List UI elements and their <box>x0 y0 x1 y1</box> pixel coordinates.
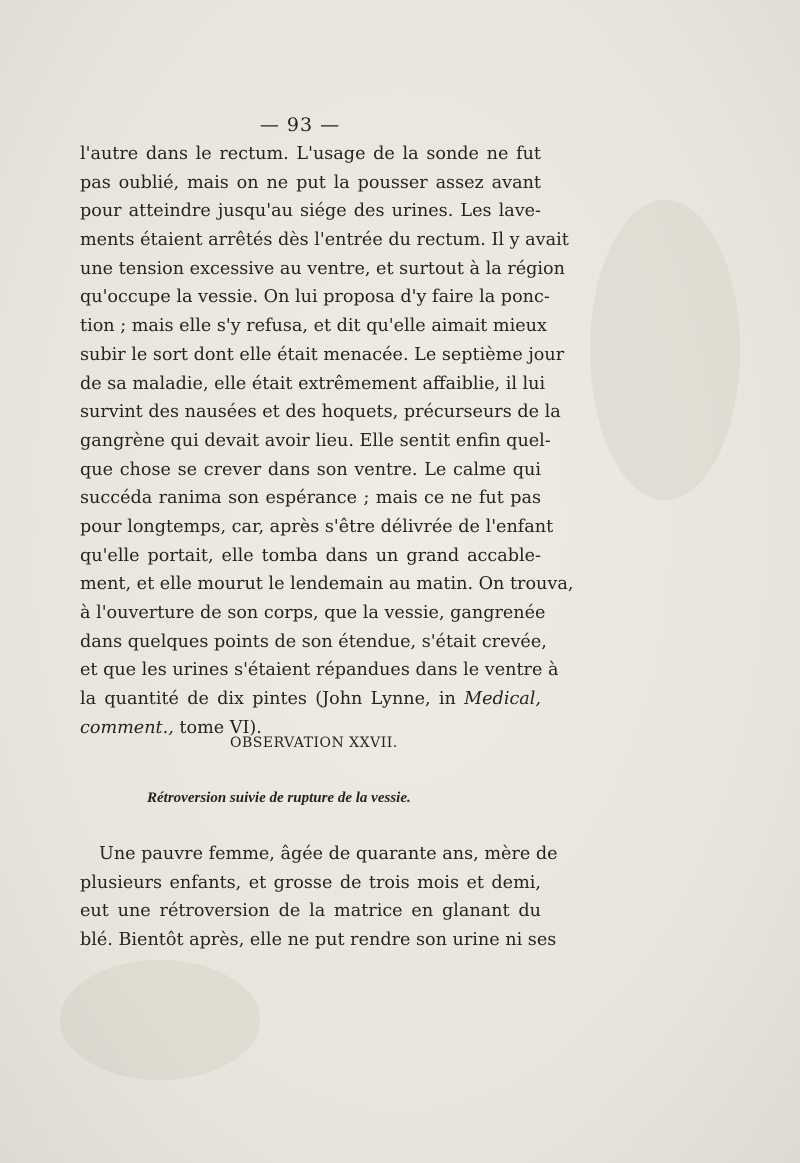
text-line: une tension excessive au ventre, et surtout à la région <box>80 258 565 279</box>
citation-journal-abbrev: comment., <box>80 717 174 738</box>
text-line: et que les urines s'étaient répandues dans le ventre à <box>80 660 559 681</box>
citation-journal: Medical, <box>464 689 542 710</box>
text-line: que chose se crever dans son ventre. Le calme qui <box>80 459 541 480</box>
observation-subtitle: Rétroversion suivie de rupture de la vessie. <box>147 790 411 806</box>
page-number: — 93 — <box>259 114 341 136</box>
text-line: l'autre dans le rectum. L'usage de la sonde ne fut <box>80 144 541 164</box>
observation-heading: OBSERVATION XXVII. <box>230 735 398 751</box>
text-line: pour longtemps, car, après s'être délivrée de l'enfant <box>80 516 554 537</box>
text-line: ments étaient arrêtés dès l'entrée du rectum. Il y avait <box>80 230 569 251</box>
text-line: pour atteindre jusqu'au siége des urines. Les lave- <box>80 201 541 222</box>
paper-stain <box>590 200 740 500</box>
text-line: succéda ranima son espérance ; mais ce ne fut pas <box>80 488 541 509</box>
text-line: ment, et elle mourut le lendemain au matin. On trouva, <box>80 574 574 595</box>
text-line: plusieurs enfants, et grosse de trois mois et demi, <box>80 872 541 893</box>
citation-text: la quantité de dix pintes (John Lynne, in <box>80 689 456 710</box>
text-line: pas oublié, mais on ne put la pousser assez avant <box>80 172 541 193</box>
text-line: dans quelques points de son étendue, s'était crevée, <box>80 631 547 652</box>
text-line: gangrène qui devait avoir lieu. Elle sentit enfin quel- <box>80 430 551 451</box>
text-line: eut une rétroversion de la matrice en glanant du <box>80 901 541 922</box>
text-line: survint des nausées et des hoquets, précurseurs de la <box>80 402 561 423</box>
text-line: tion ; mais elle s'y refusa, et dit qu'elle aimait mieux <box>80 316 547 337</box>
text-line: de sa maladie, elle était extrêmement affaiblie, il lui <box>80 373 546 394</box>
text-line: Une pauvre femme, âgée de quarante ans, mère de <box>99 844 558 864</box>
text-line-with-citation <box>80 685 541 714</box>
text-line: qu'elle portait, elle tomba dans un grand accable- <box>80 545 541 566</box>
paragraph-case-description <box>80 140 574 742</box>
text-line: subir le sort dont elle était menacée. Le septième jour <box>80 344 565 365</box>
text-line: qu'occupe la vessie. On lui proposa d'y faire la ponc- <box>80 287 550 308</box>
paragraph-observation <box>80 840 558 955</box>
paper-stain <box>60 960 260 1080</box>
text-line: à l'ouverture de son corps, que la vessie, gangrenée <box>80 603 546 623</box>
citation-volume: tome VI). <box>173 717 262 738</box>
text-line: blé. Bientôt après, elle ne put rendre son urine ni ses <box>80 930 557 951</box>
